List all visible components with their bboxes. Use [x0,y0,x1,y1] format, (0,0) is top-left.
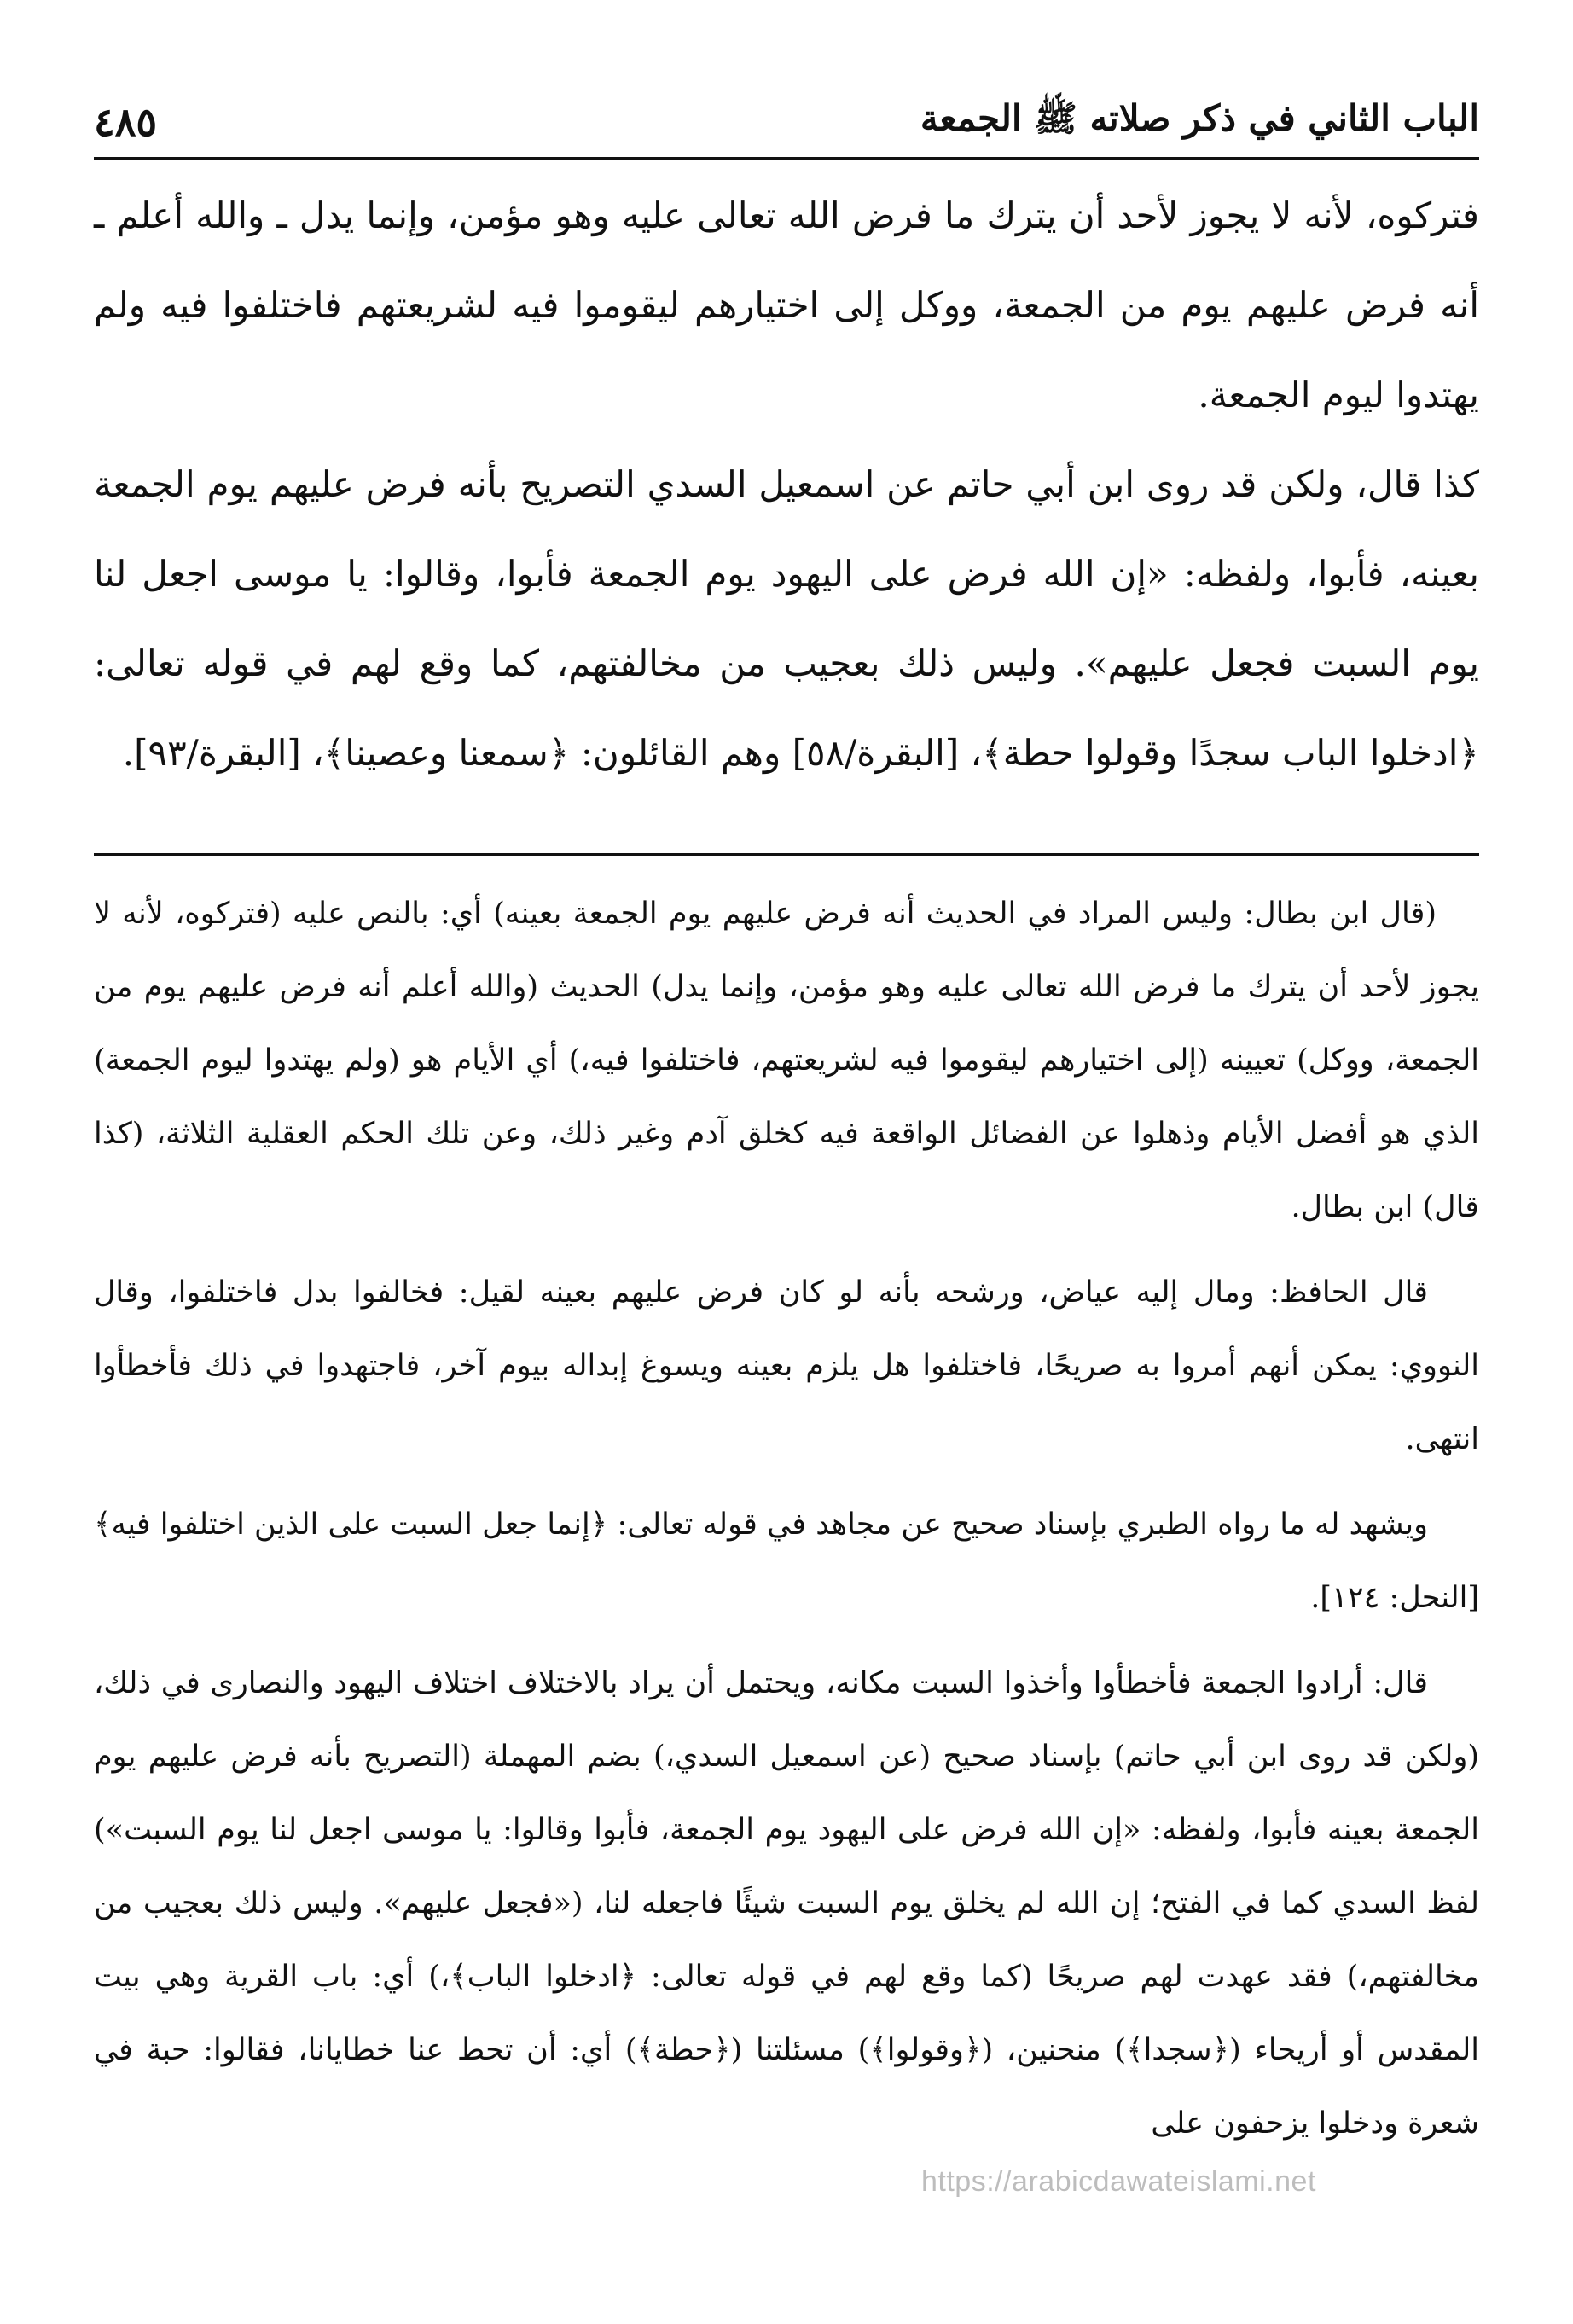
commentary-paragraph-4: قال: أرادوا الجمعة فأخطأوا وأخذوا السبت مكانه، ويحتمل أن يراد بالاختلاف اختلاف اليهود والنصارى في ذلك، (ولكن قد روى ابن أبي حاتم) بإسناد صحيح (عن اسمعيل السدي،) بضم المهملة (التصريح بأنه فرض عليهم يوم الجمعة بعينه فأبوا، ولفظه: «إن الله فرض على اليهود يوم الجمعة، فأبوا وقالوا: يا موسى اجعل لنا يوم السبت») لفظ السدي كما في الفتح؛ إن الله لم يخلق يوم السبت شيئًا فاجعله لنا، («فجعل عليهم». وليس ذلك بعجيب من مخالفتهم،) فقد عهدت لهم صريحًا (كما وقع لهم في قوله تعالى: ﴿ادخلوا الباب﴾،) أي: باب القرية وهي بيت المقدس أو أريحاء (﴿سجدا﴾) منحنين، (﴿وقولوا﴾) مسئلتنا (﴿حطة﴾) أي: أن تحط عنا خطايانا، فقالوا: حبة في شعرة ودخلوا يزحفون على [94,1666,1479,2141]
footnote-separator [94,853,1479,856]
commentary-paragraph-3: ويشهد له ما رواه الطبري بإسناد صحيح عن مجاهد في قوله تعالى: ﴿إنما جعل السبت على الذين اختلفوا فيه﴾ [النحل: ١٢٤]. [94,1508,1479,1615]
commentary-text [94,877,1479,2172]
page-header [94,92,1479,152]
watermark-url: https://arabicdawateislami.net [921,2165,1316,2198]
commentary-paragraph-2: قال الحافظ: ومال إليه عياض، ورشحه بأنه لو كان فرض عليهم بعينه لقيل: فخالفوا بدل فاختلفوا، وقال النووي: يمكن أنهم أمروا به صريحًا، فاختلفوا هل يلزم بعينه ويسوغ إبداله بيوم آخر، فاجتهدوا في ذلك فأخطأوا انتهى. [94,1275,1479,1456]
commentary-paragraph-1: (قال ابن بطال: وليس المراد في الحديث أنه فرض عليهم يوم الجمعة بعينه) أي: بالنص عليه (فتركوه، لأنه لا يجوز لأحد أن يترك ما فرض الله تعالى عليه وهو مؤمن، وإنما يدل) الحديث (والله أعلم أنه فرض عليهم يوم من الجمعة، ووكل) تعيينه (إلى اختيارهم ليقوموا فيه لشريعتهم، فاختلفوا فيه،) أي الأيام هو (ولم يهتدوا ليوم الجمعة) الذي هو أفضل الأيام وذهلوا عن الفضائل الواقعة فيه كخلق آدم وغير ذلك، وعن تلك الحكم العقلية الثلاثة، (كذا قال) ابن بطال. [94,897,1479,1224]
header-rule [94,157,1479,160]
main-paragraph-2: كذا قال، ولكن قد روى ابن أبي حاتم عن اسمعيل السدي التصريح بأنه فرض عليهم يوم الجمعة بعينه، فأبوا، ولفظه: «إن الله فرض على اليهود يوم الجمعة فأبوا، وقالوا: يا موسى اجعل لنا يوم السبت فجعل عليهم». وليس ذلك بعجيب من مخالفتهم، كما وقع لهم في قوله تعالى: ﴿ادخلوا الباب سجدًا وقولوا حطة﴾، [البقرة/٥٨] وهم القائلون: ﴿سمعنا وعصينا﴾، [البقرة/٩٣]. [94,463,1479,774]
running-head: الباب الثاني في ذكر صلاته ﷺ الجمعة [920,96,1479,139]
main-paragraph-1: فتركوه، لأنه لا يجوز لأحد أن يترك ما فرض الله تعالى عليه وهو مؤمن، وإنما يدل ـ والله أعلم ـ أنه فرض عليهم يوم من الجمعة، ووكل إلى اختيارهم ليقوموا فيه لشريعتهم فاختلفوا فيه ولم يهتدوا ليوم الجمعة. [94,195,1479,415]
main-text [94,171,1479,798]
page-number: ٤٨٥ [94,99,158,145]
